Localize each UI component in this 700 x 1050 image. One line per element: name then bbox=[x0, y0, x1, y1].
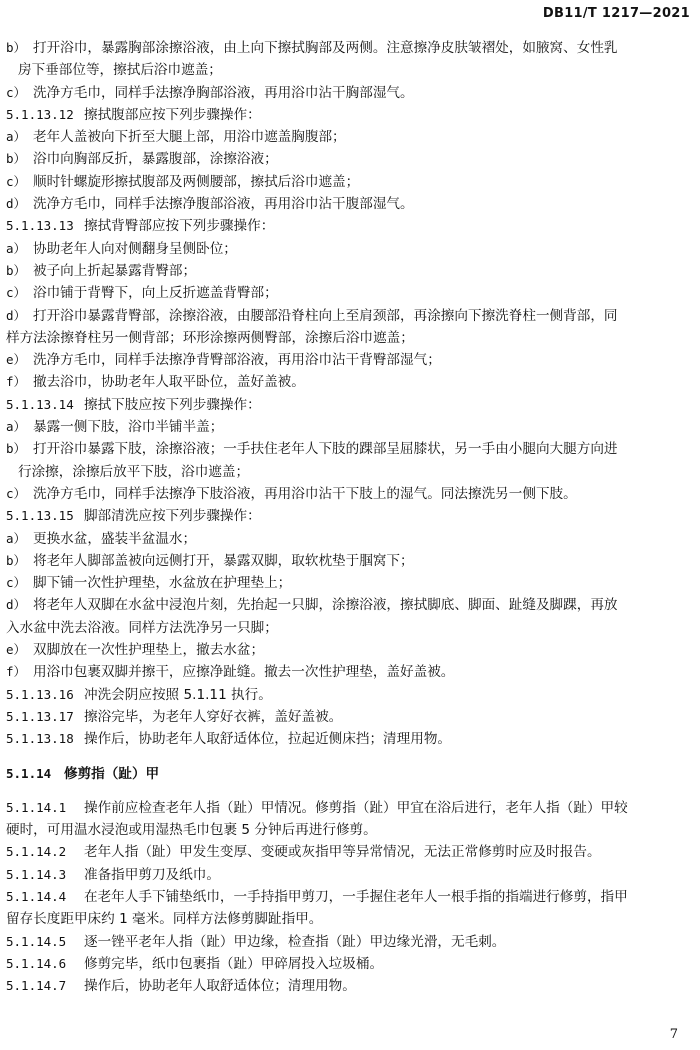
list-item bbox=[6, 572, 692, 594]
clause-text: 修剪完毕，纸巾包裹指（趾）甲碎屑投入垃圾桶。 bbox=[84, 955, 384, 972]
clause-line bbox=[6, 953, 692, 975]
clause-line bbox=[6, 104, 692, 126]
clause-line bbox=[6, 706, 692, 728]
document-body bbox=[6, 37, 692, 997]
clause-line bbox=[6, 394, 692, 416]
page-number: 7 bbox=[669, 1027, 678, 1042]
clause-line bbox=[6, 505, 692, 527]
clause-number: c） bbox=[6, 173, 27, 189]
clause-line bbox=[6, 728, 692, 750]
clause-number: b） bbox=[6, 441, 27, 457]
list-item bbox=[6, 528, 692, 550]
clause-text: 擦拭背臀部应按下列步骤操作： bbox=[84, 218, 275, 235]
clause-number: b） bbox=[6, 40, 27, 55]
clause-text: 洗净方毛巾，同样手法擦净背臀部浴液，再用浴巾沾干背臀部湿气； bbox=[33, 352, 441, 369]
clause-text: 打开浴巾暴露下肢，涂擦浴液；一手扶住老年人下肢的踝部呈屈膝状，另一手由小腿向大腿方向进 bbox=[33, 441, 618, 458]
clause-text: 将老年人脚部盖被向远侧打开，暴露双脚，取软枕垫于腘窝下； bbox=[33, 552, 414, 569]
list-item bbox=[6, 37, 692, 59]
clause-number: e） bbox=[6, 352, 27, 368]
clause-number: c） bbox=[6, 84, 27, 100]
clause-text: 撤去浴巾，协助老年人取平卧位，盖好盖被。 bbox=[33, 374, 305, 391]
continuation-line bbox=[6, 327, 692, 349]
clause-number: d） bbox=[6, 196, 27, 212]
clause-number: 5.1.13.16 bbox=[6, 686, 74, 702]
continuation-line bbox=[6, 617, 692, 639]
clause-text: 洗净方毛巾，同样手法擦净腹部浴液，再用浴巾沾干腹部湿气。 bbox=[33, 196, 414, 213]
clause-line bbox=[6, 841, 692, 863]
clause-text: 脚部清洗应按下列步骤操作： bbox=[84, 508, 261, 525]
clause-number: 5.1.14.2 bbox=[6, 844, 67, 860]
clause-text: 操作前应检查老年人指（趾）甲情况。修剪指（趾）甲宜在浴后进行，老年人指（趾）甲较 bbox=[84, 799, 628, 816]
list-item bbox=[6, 371, 692, 393]
clause-text: 样方法涂擦脊柱另一侧背部；环形涂擦两侧臀部，涂擦后浴巾遮盖； bbox=[6, 329, 414, 346]
clause-number: 5.1.13.17 bbox=[6, 708, 74, 724]
list-item bbox=[6, 238, 692, 260]
clause-text: 浴巾向胸部反折，暴露腹部，涂擦浴液； bbox=[33, 151, 278, 168]
list-item bbox=[6, 82, 692, 104]
clause-text: 留存长度距甲床约 1 毫米。同样方法修剪脚趾指甲。 bbox=[6, 911, 323, 928]
clause-number: 5.1.14.1 bbox=[6, 799, 67, 815]
clause-text: 暴露一侧下肢，浴巾半铺半盖； bbox=[33, 419, 224, 436]
clause-text: 准备指甲剪刀及纸巾。 bbox=[84, 866, 220, 883]
clause-text: 硬时，可用温水浸泡或用湿热毛巾包裹 5 分钟后再进行修剪。 bbox=[6, 822, 377, 839]
clause-number: 5.1.13.13 bbox=[6, 218, 74, 234]
clause-text: 行涂擦，涂擦后放平下肢，浴巾遮盖； bbox=[18, 463, 250, 480]
continuation-line bbox=[6, 461, 692, 483]
clause-text: 被子向上折起暴露背臀部； bbox=[33, 262, 197, 279]
clause-number: b） bbox=[6, 552, 27, 568]
clause-number: f） bbox=[6, 374, 27, 390]
list-item bbox=[6, 260, 692, 282]
list-item bbox=[6, 305, 692, 327]
clause-number: c） bbox=[6, 575, 27, 591]
clause-line bbox=[6, 864, 692, 886]
list-item bbox=[6, 416, 692, 438]
clause-number: 5.1.14.6 bbox=[6, 955, 67, 971]
clause-text: 修剪指（趾）甲 bbox=[64, 765, 160, 782]
list-item bbox=[6, 148, 692, 170]
clause-number: 5.1.14 bbox=[6, 765, 52, 781]
clause-line bbox=[6, 886, 692, 908]
clause-line bbox=[6, 684, 692, 706]
clause-number: a） bbox=[6, 240, 27, 256]
clause-line bbox=[6, 215, 692, 237]
clause-number: b） bbox=[6, 151, 27, 167]
clause-text: 擦拭腹部应按下列步骤操作： bbox=[84, 106, 261, 123]
clause-number: d） bbox=[6, 597, 27, 613]
clause-number: 5.1.13.14 bbox=[6, 396, 74, 412]
document-code-header: DB11/T 1217—2021 bbox=[542, 6, 690, 21]
clause-text: 打开浴巾，暴露胸部涂擦浴液，由上向下擦拭胸部及两侧。注意擦净皮肤皱褶处，如腋窝、女性乳 bbox=[33, 40, 618, 56]
section-heading bbox=[6, 763, 692, 785]
clause-text: 洗净方毛巾，同样手法擦净胸部浴液，再用浴巾沾干胸部湿气。 bbox=[33, 84, 414, 101]
clause-text: 顺时针螺旋形擦拭腹部及两侧腰部，擦拭后浴巾遮盖； bbox=[33, 173, 360, 190]
clause-text: 用浴巾包裹双脚并擦干，应擦净趾缝。撤去一次性护理垫，盖好盖被。 bbox=[33, 664, 455, 681]
clause-text: 操作后，协助老年人取舒适体位；清理用物。 bbox=[84, 978, 356, 995]
clause-number: b） bbox=[6, 262, 27, 278]
clause-number: d） bbox=[6, 307, 27, 323]
clause-number: c） bbox=[6, 285, 27, 301]
clause-text: 擦浴完毕，为老年人穿好衣裤，盖好盖被。 bbox=[84, 708, 343, 725]
clause-number: 5.1.13.18 bbox=[6, 731, 74, 747]
clause-text: 脚下铺一次性护理垫，水盆放在护理垫上； bbox=[33, 575, 292, 592]
clause-number: 5.1.13.12 bbox=[6, 106, 74, 122]
clause-number: 5.1.14.5 bbox=[6, 933, 67, 949]
clause-text: 浴巾铺于背臀下，向上反折遮盖背臀部； bbox=[33, 285, 278, 302]
clause-text: 在老年人手下铺垫纸巾，一手持指甲剪刀，一手握住老年人一根手指的指端进行修剪，指甲 bbox=[84, 888, 628, 905]
clause-number: c） bbox=[6, 485, 27, 501]
list-item bbox=[6, 639, 692, 661]
list-item bbox=[6, 282, 692, 304]
list-item bbox=[6, 171, 692, 193]
clause-line bbox=[6, 797, 692, 819]
clause-line bbox=[6, 975, 692, 997]
clause-text: 擦拭下肢应按下列步骤操作： bbox=[84, 396, 261, 413]
clause-line bbox=[6, 931, 692, 953]
clause-text: 老年人指（趾）甲发生变厚、变硬或灰指甲等异常情况，无法正常修剪时应及时报告。 bbox=[84, 844, 601, 861]
list-item bbox=[6, 126, 692, 148]
clause-number: e） bbox=[6, 642, 27, 658]
clause-number: a） bbox=[6, 129, 27, 145]
clause-text: 逐一锉平老年人指（趾）甲边缘，检查指（趾）甲边缘光滑，无毛刺。 bbox=[84, 933, 506, 950]
clause-text: 入水盆中洗去浴液。同样方法洗净另一只脚； bbox=[6, 619, 278, 636]
continuation-line bbox=[6, 59, 692, 81]
list-item bbox=[6, 483, 692, 505]
list-item bbox=[6, 193, 692, 215]
clause-text: 老年人盖被向下折至大腿上部，用浴巾遮盖胸腹部； bbox=[33, 129, 346, 146]
clause-text: 协助老年人向对侧翻身呈侧卧位； bbox=[33, 240, 237, 257]
clause-text: 房下垂部位等，擦拭后浴巾遮盖； bbox=[18, 62, 222, 79]
clause-text: 洗净方毛巾，同样手法擦净下肢浴液，再用浴巾沾干下肢上的湿气。同法擦洗另一侧下肢。 bbox=[33, 485, 577, 502]
clause-text: 操作后，协助老年人取舒适体位，拉起近侧床挡；清理用物。 bbox=[84, 731, 452, 748]
clause-text: 打开浴巾暴露背臀部，涂擦浴液，由腰部沿脊柱向上至肩颈部，再涂擦向下擦洗脊柱一侧背部，同 bbox=[33, 307, 618, 324]
clause-text: 将老年人双脚在水盆中浸泡片刻，先抬起一只脚，涂擦浴液，擦拭脚底、脚面、趾缝及脚踝，再放 bbox=[33, 597, 618, 614]
continuation-line bbox=[6, 819, 692, 841]
clause-text: 冲洗会阴应按照 5.1.11 执行。 bbox=[84, 686, 272, 703]
clause-text: 双脚放在一次性护理垫上，撤去水盆； bbox=[33, 642, 265, 659]
list-item bbox=[6, 349, 692, 371]
clause-number: a） bbox=[6, 530, 27, 546]
clause-number: 5.1.14.3 bbox=[6, 866, 67, 882]
clause-number: a） bbox=[6, 419, 27, 435]
continuation-line bbox=[6, 908, 692, 930]
clause-number: 5.1.14.7 bbox=[6, 978, 67, 994]
clause-number: 5.1.13.15 bbox=[6, 508, 74, 524]
list-item bbox=[6, 594, 692, 616]
list-item bbox=[6, 661, 692, 683]
list-item bbox=[6, 550, 692, 572]
clause-number: 5.1.14.4 bbox=[6, 888, 67, 904]
clause-number: f） bbox=[6, 664, 27, 680]
clause-text: 更换水盆，盛装半盆温水； bbox=[33, 530, 197, 547]
list-item bbox=[6, 438, 692, 460]
